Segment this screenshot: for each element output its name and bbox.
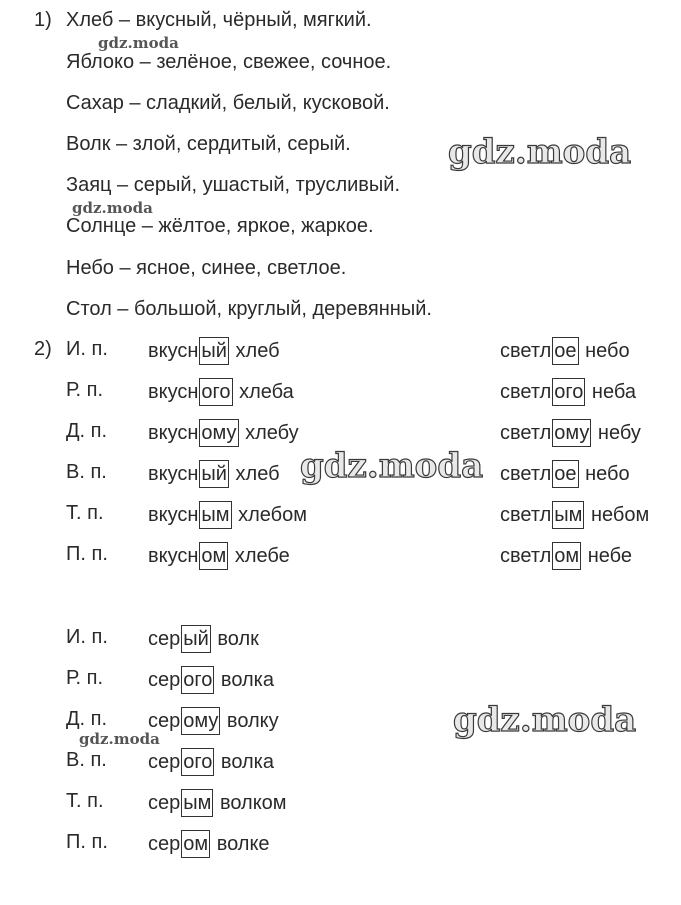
ending-box: ого bbox=[181, 748, 214, 776]
adjective-stem: вкусн bbox=[148, 381, 199, 403]
declined-phrase bbox=[148, 830, 270, 858]
noun: хлебу bbox=[245, 422, 299, 444]
adjective-stem: вкусн bbox=[148, 504, 199, 526]
task1-line: Заяц – серый, ушастый, трусливый. bbox=[66, 174, 401, 196]
adjective-stem: светл bbox=[500, 545, 552, 567]
ending-box: ому bbox=[552, 419, 591, 447]
case-label: Т. п. bbox=[66, 502, 104, 524]
watermark-small-2: gdz.moda bbox=[72, 199, 153, 217]
noun: волка bbox=[220, 751, 274, 773]
declined-phrase bbox=[500, 460, 630, 488]
task1-line: Стол – большой, круглый, деревянный. bbox=[66, 298, 432, 320]
adjective-stem: вкусн bbox=[148, 422, 199, 444]
task1-line: Небо – ясное, синее, светлое. bbox=[66, 257, 347, 279]
ending-box: ым bbox=[199, 501, 231, 529]
noun: небо bbox=[585, 463, 630, 485]
adjective-stem: вкусн bbox=[148, 463, 199, 485]
task1-line: Сахар – сладкий, белый, кусковой. bbox=[66, 92, 390, 114]
task1-number: 1) bbox=[34, 9, 52, 31]
adjective-stem: вкусн bbox=[148, 340, 199, 362]
task1-line: Яблоко – зелёное, свежее, сочное. bbox=[66, 51, 392, 73]
ending-box: ого bbox=[199, 378, 232, 406]
adjective-stem: светл bbox=[500, 504, 552, 526]
declined-phrase bbox=[148, 748, 274, 776]
adjective-stem: светл bbox=[500, 381, 552, 403]
ending-box: ый bbox=[181, 625, 211, 653]
task2-number: 2) bbox=[34, 338, 52, 360]
noun: неба bbox=[591, 381, 636, 403]
adjective-stem: сер bbox=[148, 669, 181, 691]
ending-box: ое bbox=[552, 337, 578, 365]
noun: волке bbox=[216, 833, 270, 855]
declined-phrase bbox=[148, 789, 287, 817]
declined-phrase bbox=[500, 542, 632, 570]
noun: хлеб bbox=[235, 463, 280, 485]
adjective-stem: сер bbox=[148, 833, 181, 855]
declined-phrase bbox=[148, 337, 280, 365]
declined-phrase bbox=[148, 501, 307, 529]
adjective-stem: сер bbox=[148, 710, 181, 732]
adjective-stem: сер bbox=[148, 751, 181, 773]
declined-phrase bbox=[500, 378, 636, 406]
adjective-stem: светл bbox=[500, 340, 552, 362]
case-label: Т. п. bbox=[66, 790, 104, 812]
declined-phrase bbox=[148, 625, 259, 653]
adjective-stem: светл bbox=[500, 422, 552, 444]
adjective-stem: вкусн bbox=[148, 545, 199, 567]
noun: хлеба bbox=[239, 381, 294, 403]
case-label: Д. п. bbox=[66, 708, 108, 730]
task1-line: Хлеб – вкусный, чёрный, мягкий. bbox=[66, 9, 372, 31]
watermark-small-1: gdz.moda bbox=[98, 34, 179, 52]
declined-phrase bbox=[500, 337, 630, 365]
case-label: П. п. bbox=[66, 543, 108, 565]
ending-box: ом bbox=[181, 830, 210, 858]
ending-box: ому bbox=[199, 419, 238, 447]
case-label: В. п. bbox=[66, 461, 107, 483]
ending-box: ым bbox=[181, 789, 213, 817]
ending-box: ым bbox=[552, 501, 584, 529]
declined-phrase bbox=[148, 666, 274, 694]
ending-box: ому bbox=[181, 707, 220, 735]
watermark-big-1: gdz.moda bbox=[448, 132, 632, 172]
noun: волка bbox=[220, 669, 274, 691]
noun: хлебе bbox=[234, 545, 290, 567]
declined-phrase bbox=[148, 460, 280, 488]
declined-phrase bbox=[148, 542, 290, 570]
adjective-stem: сер bbox=[148, 792, 181, 814]
ending-box: ое bbox=[552, 460, 578, 488]
declined-phrase bbox=[500, 501, 649, 529]
noun: волком bbox=[219, 792, 287, 814]
noun: небо bbox=[585, 340, 630, 362]
watermark-big-2: gdz.moda bbox=[300, 446, 484, 486]
task1-line: Солнце – жёлтое, яркое, жаркое. bbox=[66, 215, 374, 237]
case-label: И. п. bbox=[66, 338, 108, 360]
declined-phrase bbox=[148, 707, 279, 735]
case-label: И. п. bbox=[66, 626, 108, 648]
noun: волк bbox=[217, 628, 259, 650]
adjective-stem: светл bbox=[500, 463, 552, 485]
declined-phrase bbox=[148, 419, 299, 447]
ending-box: ый bbox=[199, 460, 229, 488]
case-label: Р. п. bbox=[66, 379, 104, 401]
noun: хлеб bbox=[235, 340, 280, 362]
noun: небом bbox=[590, 504, 650, 526]
case-label: Д. п. bbox=[66, 420, 108, 442]
declined-phrase bbox=[500, 419, 641, 447]
ending-box: ого bbox=[552, 378, 585, 406]
case-label: В. п. bbox=[66, 749, 107, 771]
noun: хлебом bbox=[238, 504, 308, 526]
watermark-big-3: gdz.moda bbox=[453, 700, 637, 740]
noun: небе bbox=[587, 545, 632, 567]
noun: волку bbox=[226, 710, 279, 732]
task1-line: Волк – злой, сердитый, серый. bbox=[66, 133, 351, 155]
noun: небу bbox=[597, 422, 641, 444]
ending-box: ого bbox=[181, 666, 214, 694]
ending-box: ый bbox=[199, 337, 229, 365]
declined-phrase bbox=[148, 378, 294, 406]
case-label: Р. п. bbox=[66, 667, 104, 689]
case-label: П. п. bbox=[66, 831, 108, 853]
watermark-small-3: gdz.moda bbox=[79, 730, 160, 748]
adjective-stem: сер bbox=[148, 628, 181, 650]
ending-box: ом bbox=[199, 542, 228, 570]
ending-box: ом bbox=[552, 542, 581, 570]
